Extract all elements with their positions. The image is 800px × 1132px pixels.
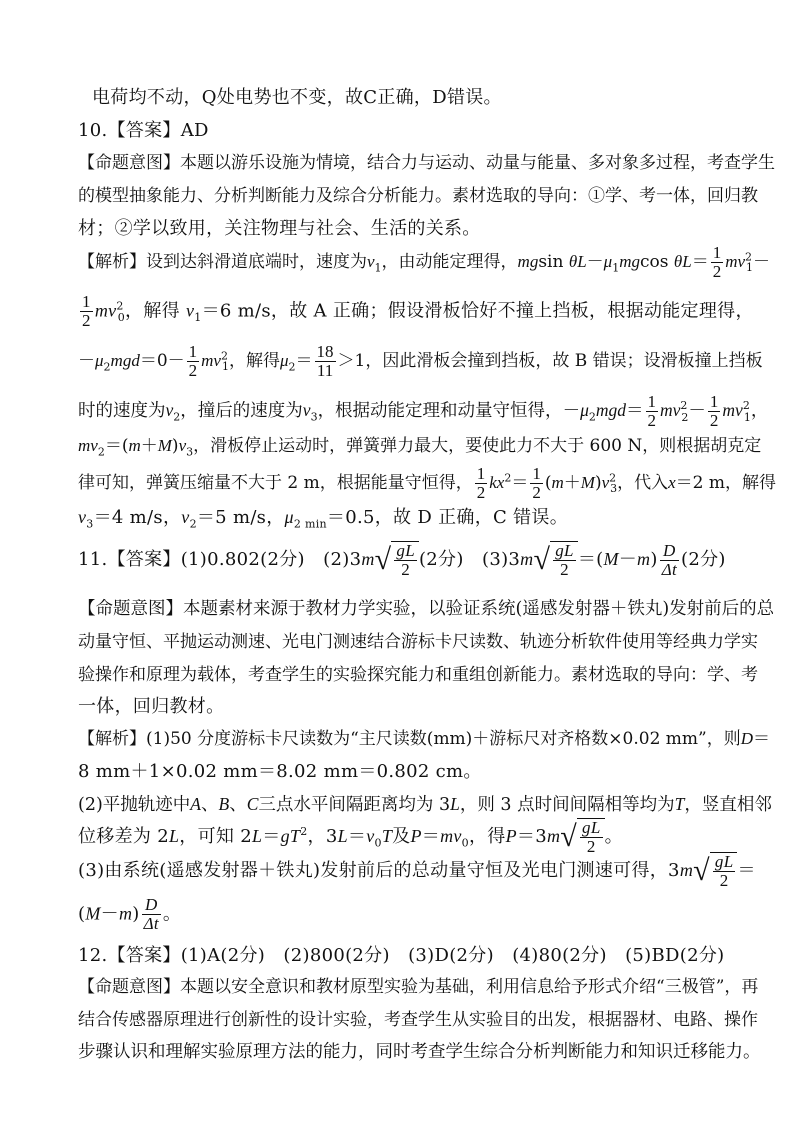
q11-solution-line: 8 mm＋1×0.02 mm＝8.02 mm＝0.802 cm。	[78, 761, 482, 782]
q11-intent-line: 【命题意图】本题素材来源于教材力学实验，以验证系统(遥感发射器＋铁丸)发射前后的总	[78, 599, 775, 619]
q11-solution-line: 位移差为 2L，可知 $2L=gT^2$，$3L=v_0T$及$P=mv_0$，得P＝3m√ $\frac{gL}{2}$ 。	[78, 818, 623, 856]
q12-intent-line: 【命题意图】本题以安全意识和教材原型实验为基础，利用信息给予形式介绍“三极管”，再	[78, 977, 759, 997]
square-root: √ $\frac{gL}{2}$	[560, 818, 604, 856]
q11-solution-line: 【解析】(1)50 分度游标卡尺读数为“主尺读数(mm)＋游标尺对齐格数×0.02 mm”，则D＝	[78, 729, 771, 749]
square-root: √ $\frac{gL}{2}$	[533, 541, 577, 579]
q11-solution-line: (3)由系统(遥感发射器＋铁丸)发射前后的总动量守恒及光电门测速可得，3m√ $\frac{gL}{2}$ ＝	[78, 852, 756, 890]
q11-intent-line: 一体，回归教材。	[78, 696, 225, 717]
q12-intent-line: 结合传感器原理进行创新性的设计实验，考查学生从实验目的出发，根据器材、电路、操作	[78, 1010, 758, 1030]
formula: mg	[517, 252, 539, 271]
fraction: $\frac{D}{\Delta t}$	[143, 895, 159, 933]
fraction: $\frac{1}{2}$	[712, 243, 722, 281]
answer-label: 【答案】	[107, 945, 181, 966]
q10-solution-line: 【解析】设到达斜滑道底端时，速度为$v_1$，由动能定理得，mgsin $\theta L-\mu_1mgcos$ θL＝ $\frac{1}{2}$ $mv^2_1-$	[78, 243, 771, 281]
fraction: $\frac{D}{\Delta t}$	[661, 540, 677, 579]
question-number: 11.	[78, 549, 108, 570]
q9-conclusion: 电荷均不动，Q处电势也不变，故C正确，D错误。	[92, 87, 502, 108]
q10-solution-line: 时的速度为$v_2$，撞后的速度为$v_3$，根据动能定理和动量守恒得，$-\mu_2mgd=$ $\frac{1}{2}$ $mv^2_2-$ $\frac{1}{2}$ $mv^2_1$，	[78, 392, 769, 430]
q11-answer: 11.【答案】(1)0.802(2分) (2)3m√ $\frac{gL}{2}$ (2分) (3)3m√ $\frac{gL}{2}$ ＝(M－m) $\frac{D}{\Delta t}$ (2分)	[78, 540, 726, 579]
q11-intent-line: 验操作和原理为载体，考查学生的实验探究能力和重组创新能力。素材选取的导向：学、考	[78, 665, 758, 685]
q10-solution-line: $-\mu_2mgd=0-$ $\frac{1}{2}$ $mv^2_1$，解得$\mu_2=$ $\frac{18}{11}$ ＞1，因此滑板会撞到挡板，故 B 错误；设滑板撞上挡板	[78, 342, 763, 380]
intent-label: 【命题意图】	[78, 599, 183, 619]
q10-intent-line: 材；②学以致用，关注物理与社会、生活的关系。	[78, 218, 481, 239]
answer-label: 【答案】	[107, 120, 181, 141]
q10-solution-line: $mv_2=(m+M)v_3$，滑板停止运动时，弹簧弹力最大，要使此力不大于 600 N，则根据胡克定	[78, 436, 762, 459]
q11-intent-line: 动量守恒、平抛运动测速、光电门测速结合游标卡尺读数、轨迹分析软件使用等经典力学实	[78, 632, 758, 652]
q10-solution-line: $\frac{1}{2}$ $mv^2_0$，解得 $v_1=6$ m/s，故 A 正确；假设滑板恰好不撞上挡板，根据动能定理得，	[82, 292, 754, 330]
fraction: $\frac{1}{2}$	[188, 342, 198, 380]
fraction: $\frac{18}{11}$	[316, 342, 334, 380]
fraction: $\frac{1}{2}$	[647, 392, 656, 430]
square-root: √ $\frac{gL}{2}$	[375, 541, 419, 579]
q10-answer	[78, 119, 209, 143]
solution-label: 【解析】	[78, 252, 146, 272]
q12-intent-line: 步骤认识和理解实验原理方法的能力，同时考查学生综合分析判断能力和知识迁移能力。	[78, 1042, 761, 1062]
solution-label: 【解析】	[78, 729, 146, 749]
fraction: $\frac{1}{2}$	[709, 392, 719, 430]
q10-intent-line: 的模型抽象能力、分析判断能力及综合分析能力。素材选取的导向：①学、考一体，回归教	[78, 186, 758, 206]
answer-value: AD	[180, 120, 209, 141]
q11-solution-line: (2)平抛轨迹中A、B、C三点水平间隔距离均为 3L，则 3 点时间间隔相等均为T，竖直相邻	[78, 794, 772, 815]
fraction: $\frac{1}{2}$	[476, 464, 486, 502]
answer-label: 【答案】	[107, 549, 181, 570]
q10-solution-line: $v_3=4$ m/s，$v_2=5$ m/s，$\mu_{2 min}=0.5$，故 D 正确，C 错误。	[78, 507, 569, 531]
intent-label: 【命题意图】	[78, 977, 180, 997]
q10-solution-line: 律可知，弹簧压缩量不大于 2 m，根据能量守恒得， $\frac{1}{2}$ $kx^2=$ $\frac{1}{2}$ $(m+M)v^2_3$，代入x＝2 m，解得	[78, 464, 777, 502]
q12-answer: 12.【答案】(1)A(2分) (2)800(2分) (3)D(2分) (4)80(2分) (5)BD(2分)	[78, 945, 725, 966]
intent-label: 【命题意图】	[78, 153, 180, 173]
q11-solution-line: (M－m) $\frac{D}{\Delta t}$ 。	[78, 895, 182, 933]
q10-intent-line: 【命题意图】本题以游乐设施为情境，结合力与运动、动量与能量、多对象多过程，考查学生	[78, 153, 775, 173]
question-number: 12.	[78, 945, 108, 966]
fraction: $\frac{1}{2}$	[532, 464, 541, 502]
square-root: √ $\frac{gL}{2}$	[693, 852, 737, 890]
fraction: $\frac{1}{2}$	[82, 292, 91, 330]
question-number: 10.	[78, 120, 108, 141]
